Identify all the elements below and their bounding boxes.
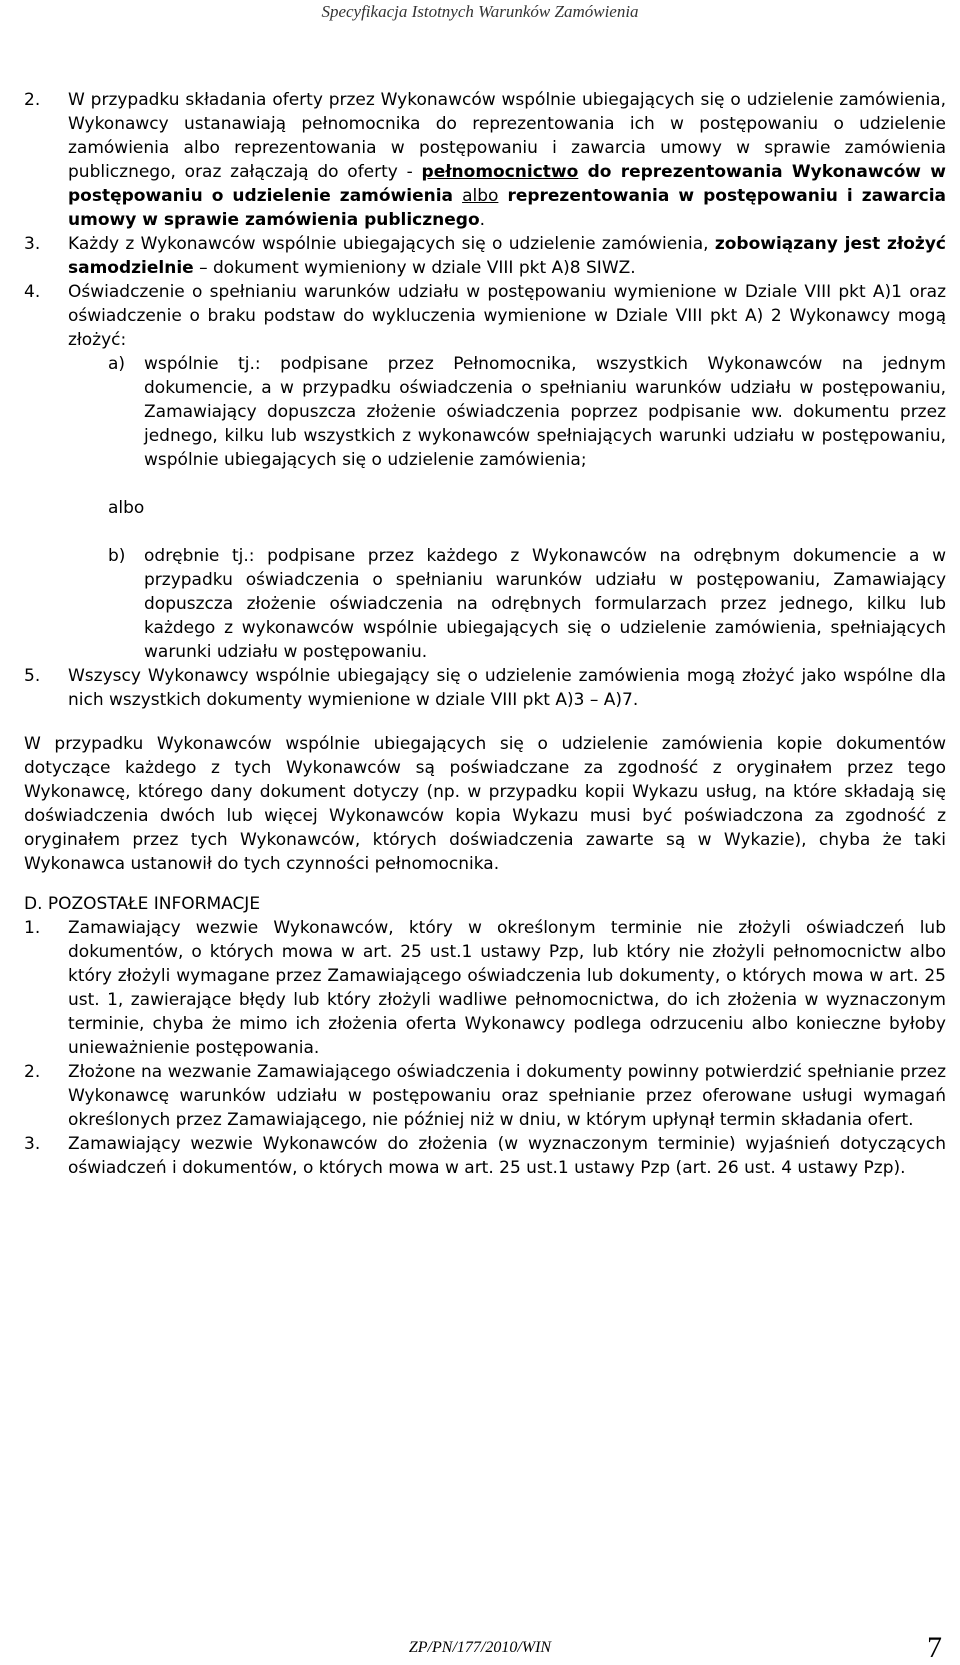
section-heading: D. POZOSTAŁE INFORMACJE xyxy=(24,894,261,914)
sub-item-label: a) xyxy=(108,354,126,374)
item-number: 2. xyxy=(24,1062,41,1082)
sub-item-b xyxy=(108,544,946,664)
section-d-item-1 xyxy=(24,916,946,1060)
list-item-2 xyxy=(24,88,946,232)
copies-paragraph: W przypadku Wykonawców wspólnie ubiegających się o udzielenie zamówienia kopie dokumentów dotyczące każdego z tych Wykonawców są poświadczane za zgodność z oryginałem przez tego Wykonawcę, którego dany dokument dotyczy (np. w przypadku kopii Wykazu usług, na które składają się doświadczenia dwóch lub więcej Wykonawców kopia Wykazu musi być poświadczona za zgodność z oryginałem przez tych Wykonawców, których doświadczenia zawarte są w Wykazie), chyba że taki Wykonawca ustanowił do tych czynności pełnomocnika. xyxy=(24,734,946,874)
item-text: Wszyscy Wykonawcy wspólnie ubiegający się o udzielenie zamówienia mogą złożyć jako wspólne dla nich wszystkich dokumenty wymienione w dziale VIII pkt A)3 – A)7. xyxy=(68,666,946,710)
item-number: 1. xyxy=(24,918,41,938)
sub-item-text: odrębnie tj.: podpisane przez każdego z Wykonawców na odrębnym dokumencie a w przypadku oświadczenia o spełnianiu warunków udziału w postępowaniu, Zamawiający dopuszcza złożenie oświadczenia na odrębnych formularzach przez jednego, kilku lub każdego z wykonawców wspólnie ubiegających się o udzielenie zamówienia, spełniających warunki udziału w postępowaniu. xyxy=(144,546,946,662)
sub-item-text: wspólnie tj.: podpisane przez Pełnomocnika, wszystkich Wykonawców na jednym dokumencie, a w przypadku oświadczenia o spełnianiu warunków udziału w postępowaniu, Zamawiający dopuszcza złożenie oświadczenia poprzez podpisanie ww. dokumentu przez jednego, kilku lub wszystkich z wykonawców spełniających warunki udziału w postępowaniu, wspólnie ubiegających się o udzielenie zamówienia; xyxy=(144,354,946,470)
item-text: Złożone na wezwanie Zamawiającego oświadczenia i dokumenty powinny potwierdzić spełnianie przez Wykonawcę warunków udziału w postępowaniu oraz spełnianie przez oferowane usługi wymagań określonych przez Zamawiającego, nie później niż w dniu, w którym upłynął termin składania ofert. xyxy=(68,1062,946,1130)
albo-separator: albo xyxy=(108,498,145,518)
list-item-3 xyxy=(24,232,946,280)
item-number: 2. xyxy=(24,90,41,110)
list-item-4 xyxy=(24,280,946,352)
section-d-item-3 xyxy=(24,1132,946,1180)
sub-item-label: b) xyxy=(108,546,126,566)
item-text: W przypadku składania oferty przez Wykonawców wspólnie ubiegających się o udzielenie zamówienia, Wykonawcy ustanawiają pełnomocnika do reprezentowania ich w postępowaniu o udzielenie zamówienia albo reprezentowania w postępowaniu i zawarcia umowy w sprawie zamówienia publicznego, oraz załączają do oferty - pełnomocnictwo do reprezentowania Wykonawców w postępowaniu o udzielenie zamówienia albo reprezentowania w postępowaniu i zawarcia umowy w sprawie zamówienia publicznego. xyxy=(68,90,946,230)
list-item-5 xyxy=(24,664,946,712)
page-header: Specyfikacja Istotnych Warunków Zamówienia xyxy=(321,2,639,21)
albo-underlined: albo xyxy=(462,186,499,206)
item-text: Zamawiający wezwie Wykonawców do złożenia (w wyznaczonym terminie) wyjaśnień dotyczących oświadczeń i dokumentów, o których mowa w art. 25 ust.1 ustawy Pzp (art. 26 ust. 4 ustawy Pzp). xyxy=(68,1134,946,1178)
page-footer: ZP/PN/177/2010/WIN xyxy=(408,1639,552,1656)
item-text: Oświadczenie o spełnianiu warunków udziału w postępowaniu wymienione w Dziale VIII pkt A)1 oraz oświadczenie o braku podstaw do wykluczenia wymienione w Dziale VIII pkt A) 2 Wykonawcy mogą złożyć: xyxy=(68,282,946,350)
item-text: Zamawiający wezwie Wykonawców, który w określonym terminie nie złożyli oświadczeń lub dokumentów, o których mowa w art. 25 ust.1 ustawy Pzp, lub który nie złożyli pełnomocnictw albo który złożyli wymagane przez Zamawiającego oświadczenia lub dokumenty, o których mowa w art. 25 ust. 1, zawierające błędy lub który złożyli wadliwe pełnomocnictwa, do ich złożenia w wyznaczonym terminie, chyba że mimo ich złożenia oferta Wykonawcy podlega odrzuceniu albo konieczne byłoby unieważnienie postępowania. xyxy=(68,918,946,1058)
sub-item-a xyxy=(108,352,946,472)
page-number: 7 xyxy=(927,1631,942,1664)
emphasis-underlined: pełnomocnictwo xyxy=(421,162,579,182)
item-number: 4. xyxy=(24,282,41,302)
item-text: Każdy z Wykonawców wspólnie ubiegających się o udzielenie zamówienia, zobowiązany jest złożyć samodzielnie – dokument wymieniony w dziale VIII pkt A)8 SIWZ. xyxy=(68,234,946,278)
item-number: 3. xyxy=(24,1134,41,1154)
item-number: 3. xyxy=(24,234,41,254)
section-d-item-2 xyxy=(24,1060,946,1132)
item-number: 5. xyxy=(24,666,41,686)
document-body xyxy=(24,88,946,1180)
